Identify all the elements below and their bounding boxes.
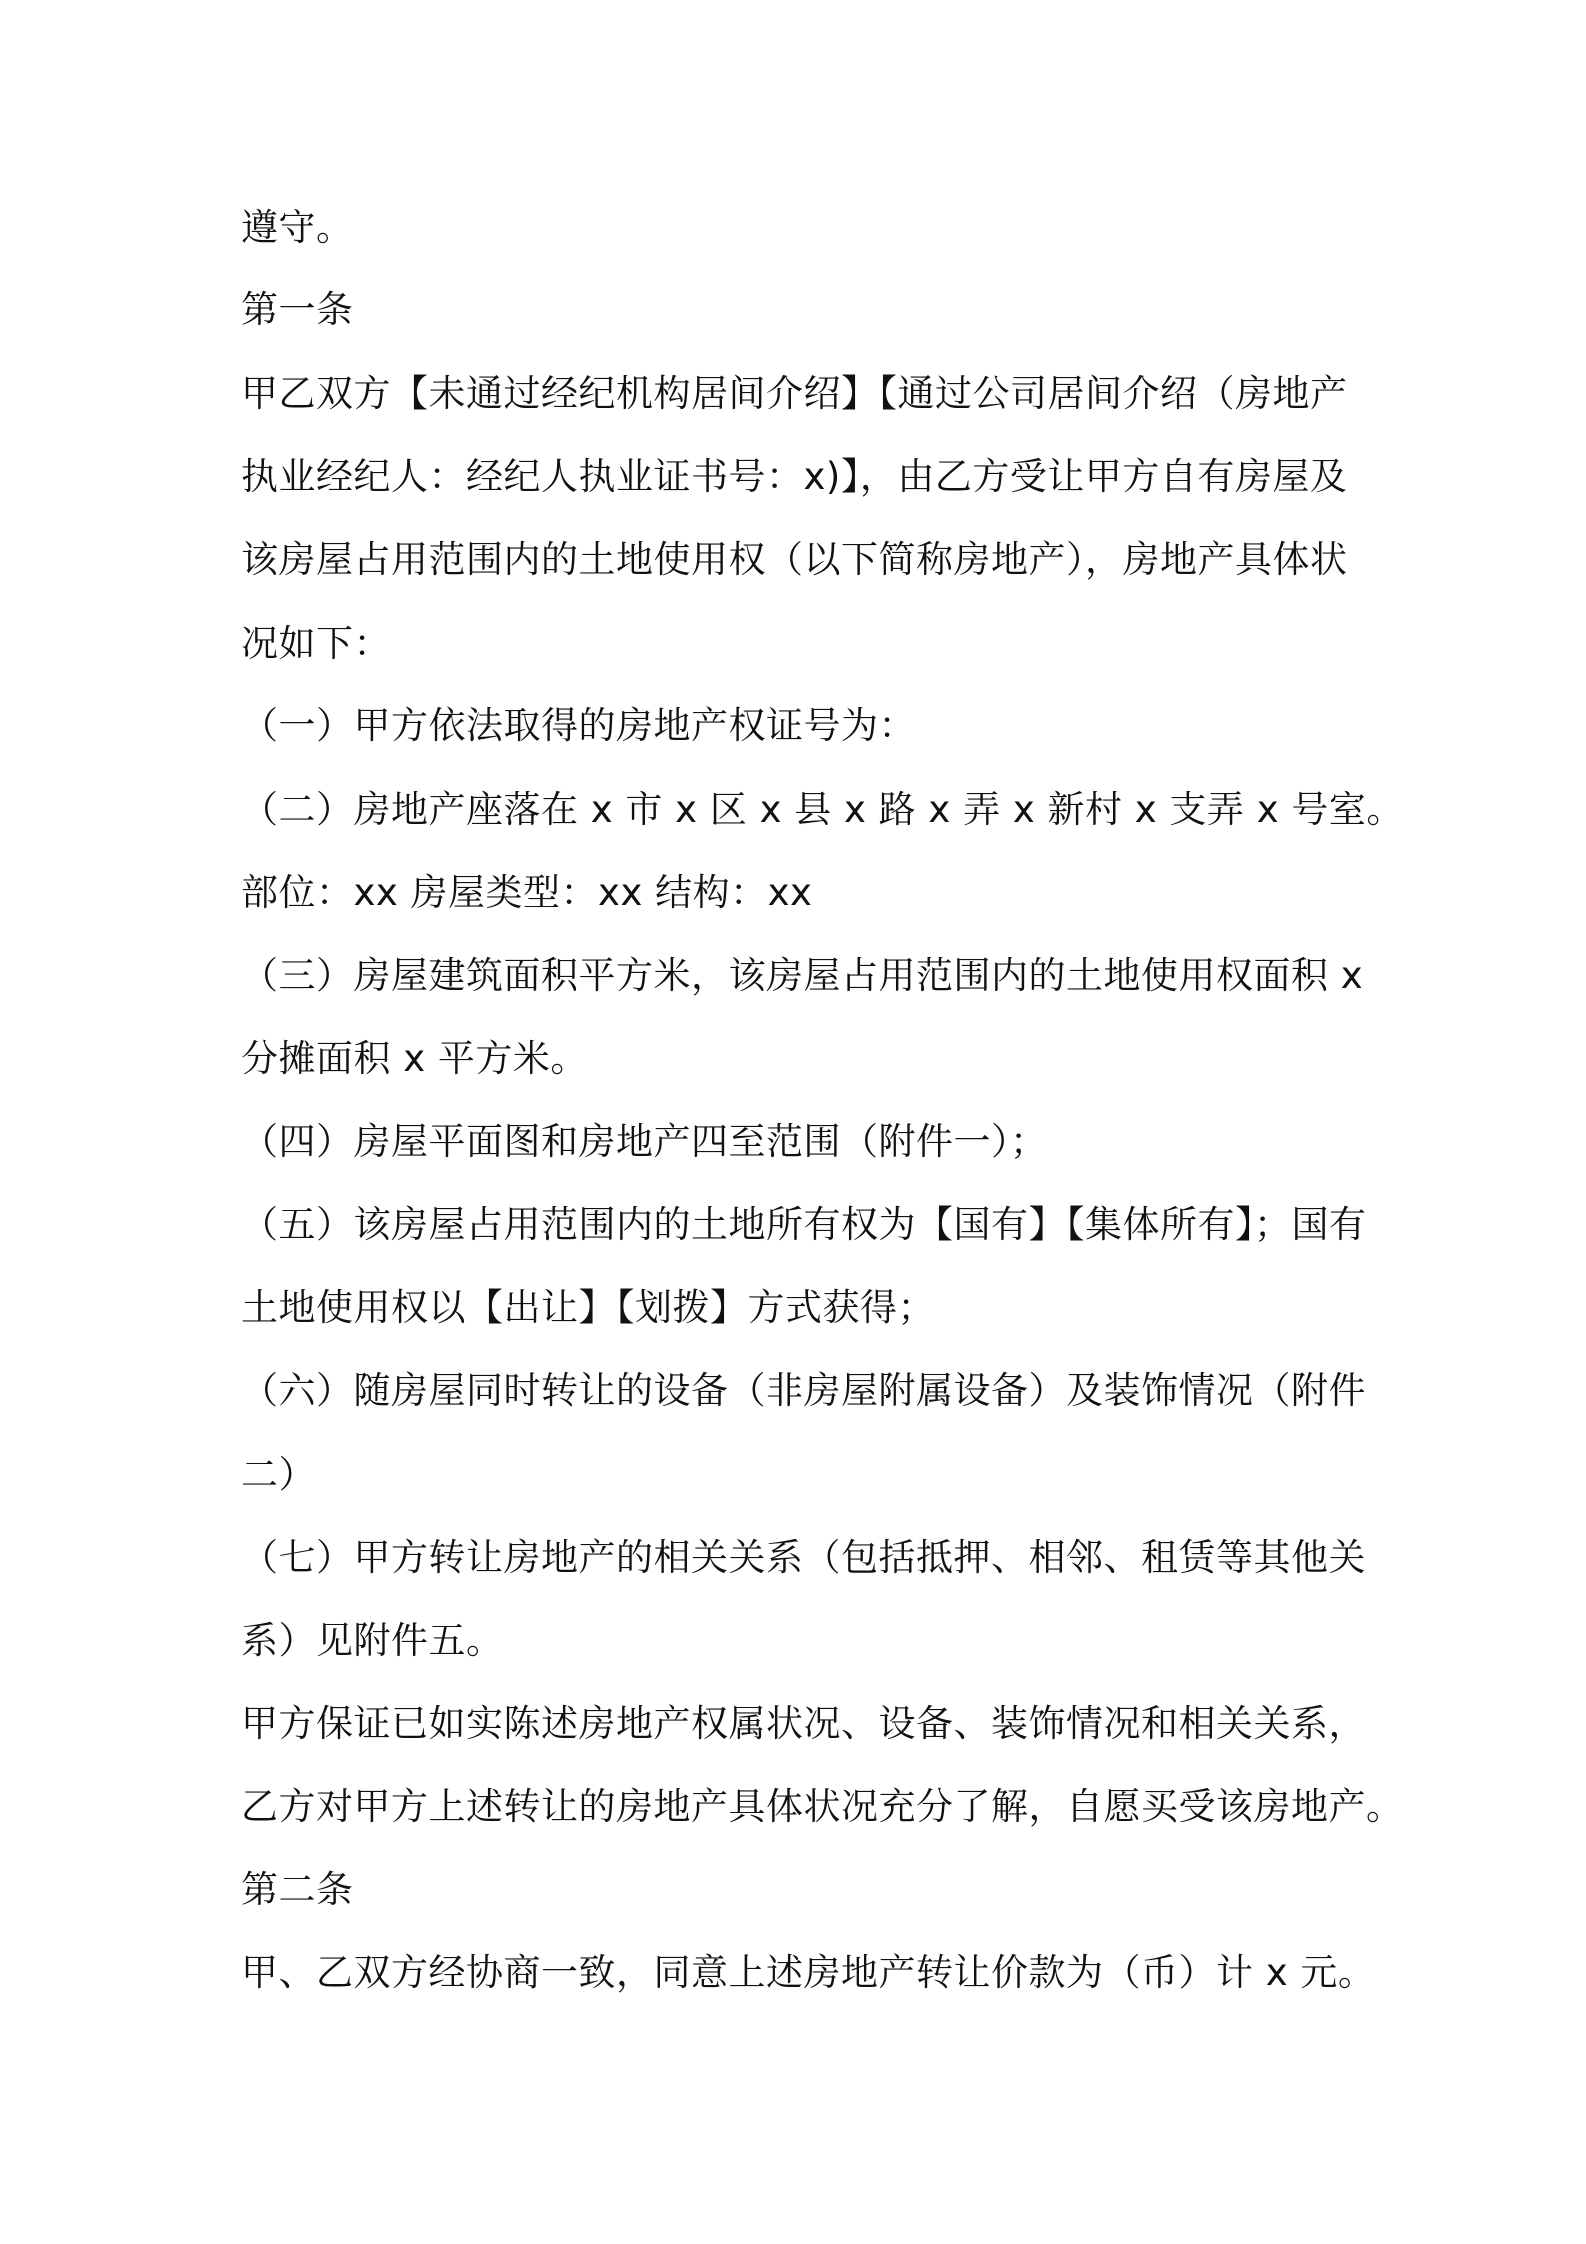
text-line: 二） (241, 1453, 316, 1496)
text-line: 甲、乙双方经协商一致，同意上述房地产转让价款为（币）计 x 元。 (241, 1951, 1376, 1994)
text-line: 执业经纪人：经纪人执业证书号：x)】，由乙方受让甲方自有房屋及 (241, 455, 1348, 498)
text-line: 乙方对甲方上述转让的房地产具体状况充分了解，自愿买受该房地产。 (241, 1785, 1404, 1828)
list-item: （三）房屋建筑面积平方米，该房屋占用范围内的土地使用权面积 x (241, 954, 1364, 997)
text-line: 分摊面积 x 平方米。 (241, 1037, 588, 1080)
text-line: 甲乙双方【未通过经纪机构居间介绍】【通过公司居间介绍（房地产 (241, 372, 1348, 415)
text-line: 况如下： (241, 622, 391, 665)
text-line: 土地使用权以【出让】【划拨】方式获得； (241, 1286, 935, 1329)
article-heading: 第一条 (241, 288, 354, 331)
list-item: （四）房屋平面图和房地产四至范围（附件一）； (241, 1120, 1048, 1163)
list-item: （二）房地产座落在 x 市 x 区 x 县 x 路 x 弄 x 新村 x 支弄 x 号室。 (241, 788, 1404, 831)
list-item: （六）随房屋同时转让的设备（非房屋附属设备）及装饰情况（附件 (241, 1369, 1366, 1412)
list-item: （一）甲方依法取得的房地产权证号为： (241, 704, 916, 747)
list-item: （五）该房屋占用范围内的土地所有权为【国有】【集体所有】；国有 (241, 1203, 1367, 1246)
text-line: 系）见附件五。 (241, 1619, 504, 1662)
text-line: 该房屋占用范围内的土地使用权（以下简称房地产），房地产具体状 (241, 538, 1348, 581)
text-line: 遵守。 (241, 206, 354, 249)
list-item: （七）甲方转让房地产的相关关系（包括抵押、相邻、租赁等其他关 (241, 1536, 1366, 1579)
article-heading: 第二条 (241, 1868, 354, 1911)
text-line: 部位：xx 房屋类型：xx 结构：xx (241, 871, 813, 914)
text-line: 甲方保证已如实陈述房地产权属状况、设备、装饰情况和相关关系， (241, 1702, 1366, 1745)
